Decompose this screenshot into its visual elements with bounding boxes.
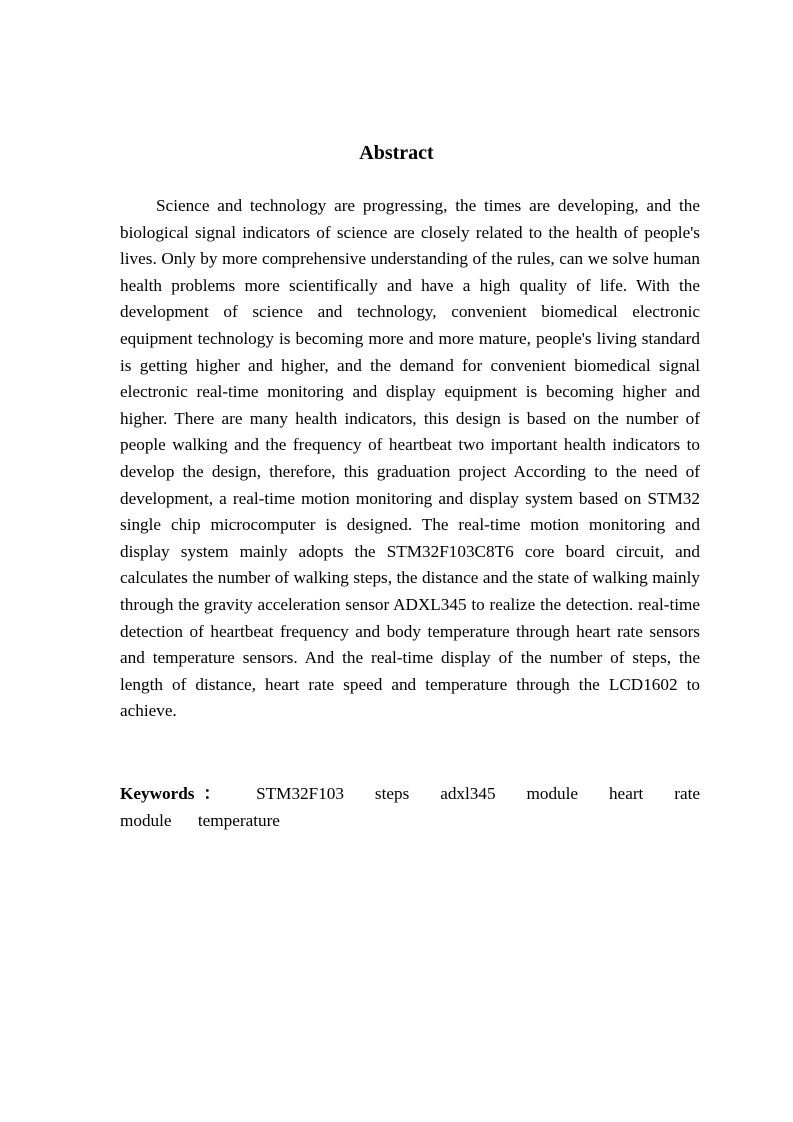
abstract-paragraph: Science and technology are progressing, the times are developing, and the biological signal indicators of science are closely related to the health of people's lives. Only by more comprehensive understanding of the rules, can we solve human health problems more scientifically and have a high quality of life. With the development of science and technology, convenient biomedical electronic equipment technology is becoming more and more mature, people's living standard is getting higher and higher, and the demand for convenient biomedical signal electronic real-time monitoring and display equipment is becoming higher and higher. There are many health indicators, this design is based on the number of people walking and the frequency of heartbeat two important health indicators to develop the design, therefore, this graduation project According to the need of development, a real-time motion monitoring and display system based on STM32 single chip microcomputer is designed. The real-time motion monitoring and display system mainly adopts the STM32F103C8T6 core board circuit, and calculates the number of walking steps, the distance and the state of walking mainly through the gravity acceleration sensor ADXL345 to realize the detection. real-time detection of heartbeat frequency and body temperature through heart rate sensors and temperature sensors. And the real-time display of the number of steps, the length of distance, heart rate speed and temperature through the LCD1602 to achieve. xyxy=(120,196,700,721)
keywords-list: STM32F103 steps adxl345 module heart rate module temperature xyxy=(120,784,700,830)
keywords-label: Keywords ： xyxy=(120,784,226,803)
keywords-line xyxy=(120,780,700,834)
abstract-title: Abstract xyxy=(359,142,434,164)
